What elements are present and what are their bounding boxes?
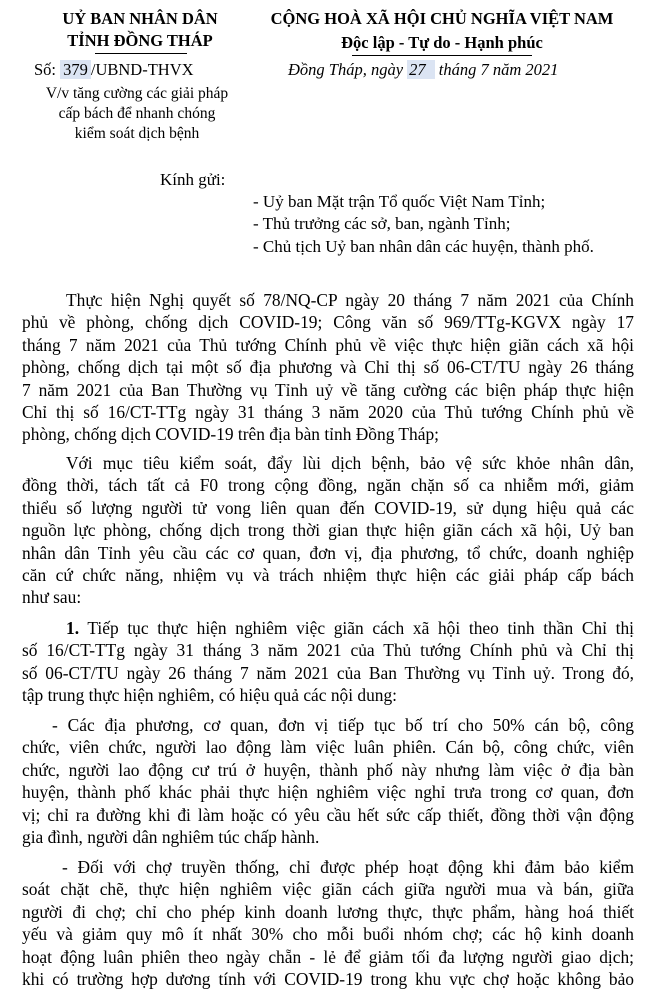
national-title: CỘNG HOÀ XÃ HỘI CHỦ NGHĨA VIỆT NAM — [270, 9, 614, 28]
paragraph-line: số 06-CT/TU ngày 26 tháng 7 năm 2021 của Ban Thường vụ Tỉnh uỷ. Trong đó, — [22, 662, 634, 683]
national-motto: Độc lập - Tự do - Hạnh phúc — [341, 33, 543, 52]
date-prefix: Đồng Tháp, ngày — [288, 60, 404, 79]
doc-number-value: 379 — [60, 60, 91, 79]
motto-underline — [352, 55, 532, 56]
paragraph-1 — [22, 289, 634, 446]
recipient-item: - Thủ trưởng các sở, ban, ngành Tỉnh; — [253, 214, 511, 233]
paragraph-line: hoạt động luân phiên theo ngày chẵn - lẻ để giảm tối đa lượng người giao dịch; — [22, 946, 634, 967]
date-day: 27 — [407, 60, 435, 79]
recipient-item: - Uỷ ban Mặt trận Tổ quốc Việt Nam Tỉnh; — [253, 192, 546, 211]
date-line — [288, 60, 558, 80]
doc-number-prefix: Số: — [34, 60, 57, 79]
paragraph-line: Với mục tiêu kiểm soát, đẩy lùi dịch bệnh, bảo vệ sức khỏe nhân dân, — [66, 453, 634, 473]
subject — [22, 84, 252, 144]
doc-number-suffix: /UBND-THVX — [90, 60, 194, 79]
subject-line: V/v tăng cường các giải pháp — [45, 85, 229, 102]
paragraph-line: yếu và giảm quy mô ít nhất 30% cho mỗi buổi nhóm chợ; các hộ kinh doanh — [22, 924, 634, 945]
date-suffix: tháng 7 năm 2021 — [438, 60, 559, 79]
paragraph-line: Chỉ thị số 16/CT-TTg ngày 31 tháng 3 năm 2020 của Thủ tướng Chính phủ về — [22, 402, 634, 423]
paragraph-line: Thực hiện Nghị quyết số 78/NQ-CP ngày 20 tháng 7 năm 2021 của Chính — [66, 290, 634, 310]
item-number: 1. — [66, 618, 80, 638]
paragraph-line: huyện, thành phố khác phải thực hiện nghiêm việc nghỉ trưa trong cơ quan, đơn — [22, 782, 634, 803]
subject-line: kiểm soát dịch bệnh — [74, 125, 200, 142]
paragraph-line: vị; chỉ ra đường khi đi làm hoặc có yêu cầu hết sức cấp thiết, đồng thời vận động — [22, 804, 634, 825]
paragraph-line: tháng 7 năm 2021 của Thủ tướng Chính phủ về việc thực hiện giãn cách xã hội — [22, 334, 634, 355]
paragraph-line: như sau: — [22, 587, 82, 608]
paragraph-line: người đi chợ; chỉ cho phép kinh doanh lương thực, thực phẩm, hàng hoá thiết — [22, 901, 634, 922]
subject-line: cấp bách để nhanh chóng — [58, 105, 216, 122]
paragraph-line: chức, người lao động cư trú ở huyện, thành phố này nhưng làm việc ở địa bàn — [22, 759, 634, 780]
recipient-item: - Chủ tịch Uỷ ban nhân dân các huyện, thành phố. — [253, 237, 594, 256]
paragraph-line: tập trung thực hiện nghiêm, có hiệu quả các nội dung: — [22, 685, 398, 706]
paragraph-line: khi có trường hợp dương tính với COVID-19 trong khu vực chợ hoặc không bảo — [22, 969, 634, 990]
paragraph-line: nguồn lực phòng, chống dịch trong thời gian thực hiện giãn cách xã hội, Uỷ ban — [22, 520, 634, 541]
doc-number — [34, 60, 194, 80]
paragraph-line: gia đình, người dân nghiêm túc chấp hành. — [22, 827, 320, 848]
paragraph-2 — [22, 452, 634, 609]
paragraph-line: số 16/CT-TTg ngày 31 tháng 3 năm 2021 của Thủ tướng Chính phủ và Chỉ thị — [22, 640, 634, 661]
paragraph-line: căn cứ chức năng, nhiệm vụ và trách nhiệm thực hiện các giải pháp cấp bách — [22, 565, 634, 586]
org-underline — [95, 53, 187, 54]
paragraph-line — [22, 617, 634, 639]
paragraph-line: thiểu số lượng người tử vong liên quan đến COVID-19, sử dụng hiệu quả các — [22, 497, 634, 518]
paragraph-line: chức, viên chức, người lao động làm việc luân phiên. Cán bộ, công chức, viên — [22, 737, 634, 758]
paragraph-line: nhân dân Tỉnh yêu cầu các cơ quan, đơn vị, địa phương, tổ chức, doanh nghiệp — [22, 542, 634, 563]
paragraph-line-text: Tiếp tục thực hiện nghiêm việc giãn cách xã hội theo tinh thần Chỉ thị — [87, 618, 634, 638]
paragraph-line: - Đối với chợ truyền thống, chỉ được phép hoạt động khi đảm bảo kiểm — [62, 857, 634, 877]
paragraph-line: - Các địa phương, cơ quan, đơn vị tiếp tục bố trí cho 50% cán bộ, công — [52, 715, 634, 735]
paragraph-line: 7 năm 2021 của Ban Thường vụ Tỉnh uỷ về tăng cường các biện pháp thực hiện — [22, 379, 634, 400]
paragraph-line: soát chặt chẽ, thực hiện nghiêm việc giãn cách giữa người mua và bán, giữa — [22, 879, 634, 900]
org-name-line2: TỈNH ĐỒNG THÁP — [67, 31, 213, 50]
paragraph-line: phủ về phòng, chống dịch COVID-19; Công văn số 969/TTg-KGVX ngày 17 — [22, 312, 634, 333]
org-name-line1: UỶ BAN NHÂN DÂN — [62, 9, 218, 28]
greeting: Kính gửi: — [160, 170, 226, 189]
paragraph-4 — [22, 714, 634, 848]
paragraph-3 — [22, 617, 634, 707]
paragraph-line: phòng, chống dịch tại một số địa phương và Chỉ thị số 06-CT/TU ngày 26 tháng — [22, 357, 634, 378]
paragraph-5 — [22, 856, 634, 990]
paragraph-line: đồng thời, tách tất cả F0 trong cộng đồng, ngăn chặn số ca nhiễm mới, giảm — [22, 475, 634, 496]
paragraph-line: phòng, chống dịch COVID-19 trên địa bàn tỉnh Đồng Tháp; — [22, 424, 439, 445]
